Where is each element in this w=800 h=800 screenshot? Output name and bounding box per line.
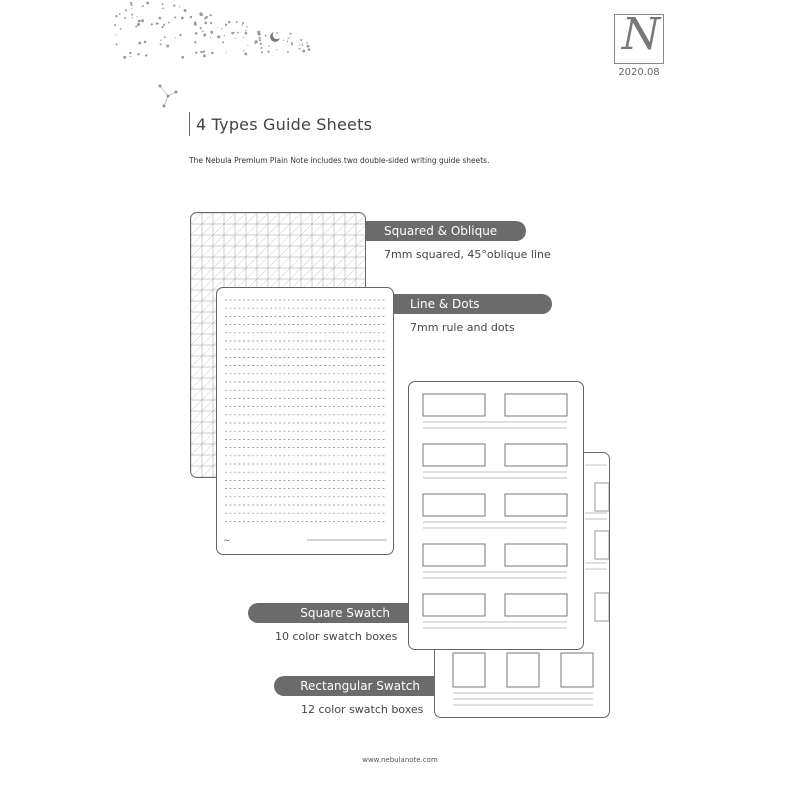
- constellation-icon: [159, 85, 177, 107]
- squared-oblique-label: [366, 221, 526, 241]
- rectangular-swatch-label: [274, 676, 434, 696]
- starry-sky-decoration: [100, 0, 320, 120]
- website-url: www.nebulanote.com: [362, 756, 438, 764]
- squared-oblique-name: Squared & Oblique: [384, 224, 498, 238]
- line-dots-label: [394, 294, 552, 314]
- squared-oblique-description: 7mm squared, 45°oblique line: [384, 248, 551, 261]
- logo-letter: N: [621, 9, 661, 60]
- square-swatch-description: 10 color swatch boxes: [275, 630, 398, 643]
- page-title: 4 Types Guide Sheets: [196, 115, 373, 134]
- page-subtitle: The Nebula Premium Plain Note includes two double-sided writing guide sheets.: [189, 156, 490, 165]
- brand-logo: [614, 9, 664, 64]
- crescent-moon-icon: [270, 32, 280, 42]
- line-dots-name: Line & Dots: [410, 297, 480, 311]
- square-swatch-grid: [409, 382, 584, 650]
- line-dots-sheet: [216, 287, 394, 555]
- title-accent-bar: [189, 112, 190, 136]
- sheet-brand-mark: ~: [223, 536, 231, 546]
- square-swatch-name: Square Swatch: [300, 606, 390, 620]
- rectangular-swatch-description: 12 color swatch boxes: [301, 703, 424, 716]
- square-swatch-sheet: [408, 381, 584, 650]
- square-swatch-label: [248, 603, 408, 623]
- line-dots-description: 7mm rule and dots: [410, 321, 515, 334]
- rule-lines-and-dots: [217, 288, 394, 555]
- rectangular-swatch-name: Rectangular Swatch: [300, 679, 420, 693]
- edition-date: 2020.08: [618, 67, 660, 78]
